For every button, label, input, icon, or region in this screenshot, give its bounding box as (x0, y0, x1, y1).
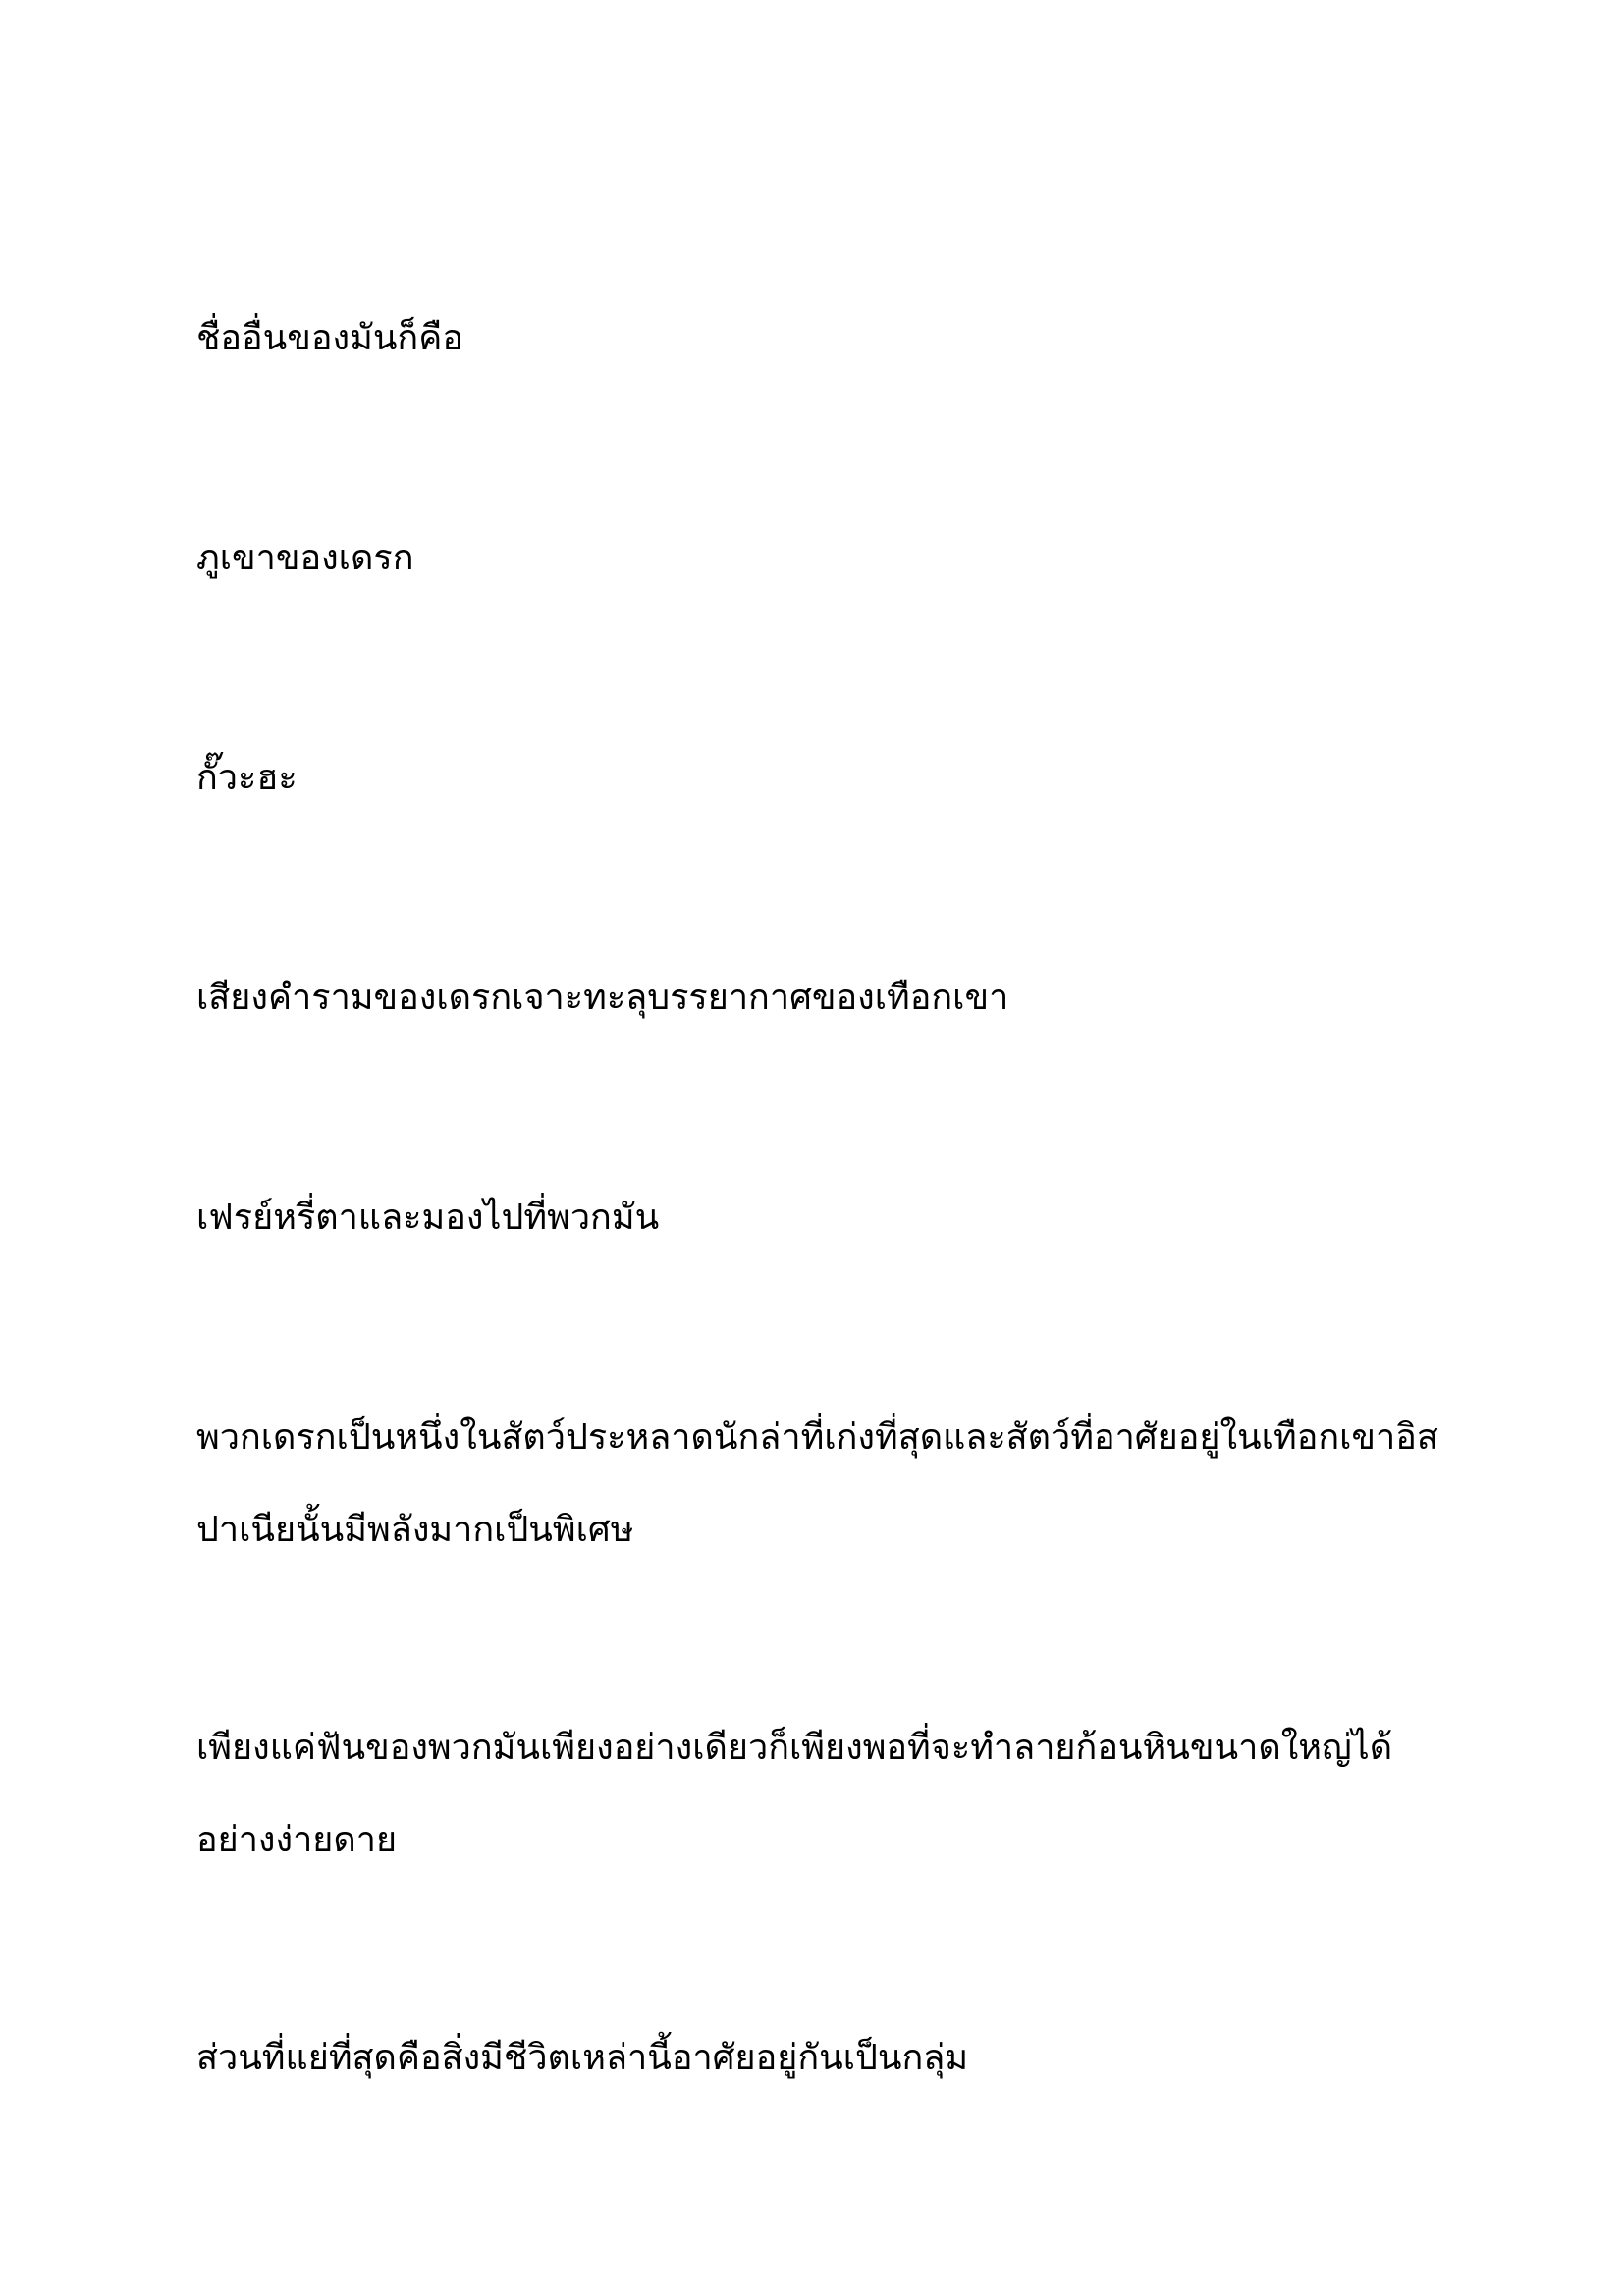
paragraph-8: ส่วนที่แย่ที่สุดคือสิ่งมีชีวิตเหล่านี้อาศัยอยู่กันเป็นกลุ่ม (196, 2038, 969, 2078)
paragraph-2: ภูเขาของเดรก (196, 538, 414, 578)
paragraph-4: เสียงคำรามของเดรกเจาะทะลุบรรยากาศของเทือกเขา (196, 978, 1009, 1018)
paragraph-6: พวกเดรกเป็นหนึ่งในสัตว์ประหลาดนักล่าที่เก่งที่สุดและสัตว์ที่อาศัยอยู่ในเทือกเขาอิสปาเนียนั้นมีพลังมากเป็นพิเศษ (196, 1417, 1438, 1550)
paragraph-1: ชื่ออื่นของมันก็คือ (196, 318, 463, 358)
paragraph-7: เพียงแค่ฟันของพวกมันเพียงอย่างเดียวก็เพียงพอที่จะทำลายก้อนหินขนาดใหญ่ได้อย่างง่ายดาย (196, 1728, 1393, 1860)
paragraph-3: กั๊วะฮะ (196, 758, 298, 798)
paragraph-5: เฟรย์หรี่ตาและมองไปที่พวกมัน (196, 1198, 660, 1238)
